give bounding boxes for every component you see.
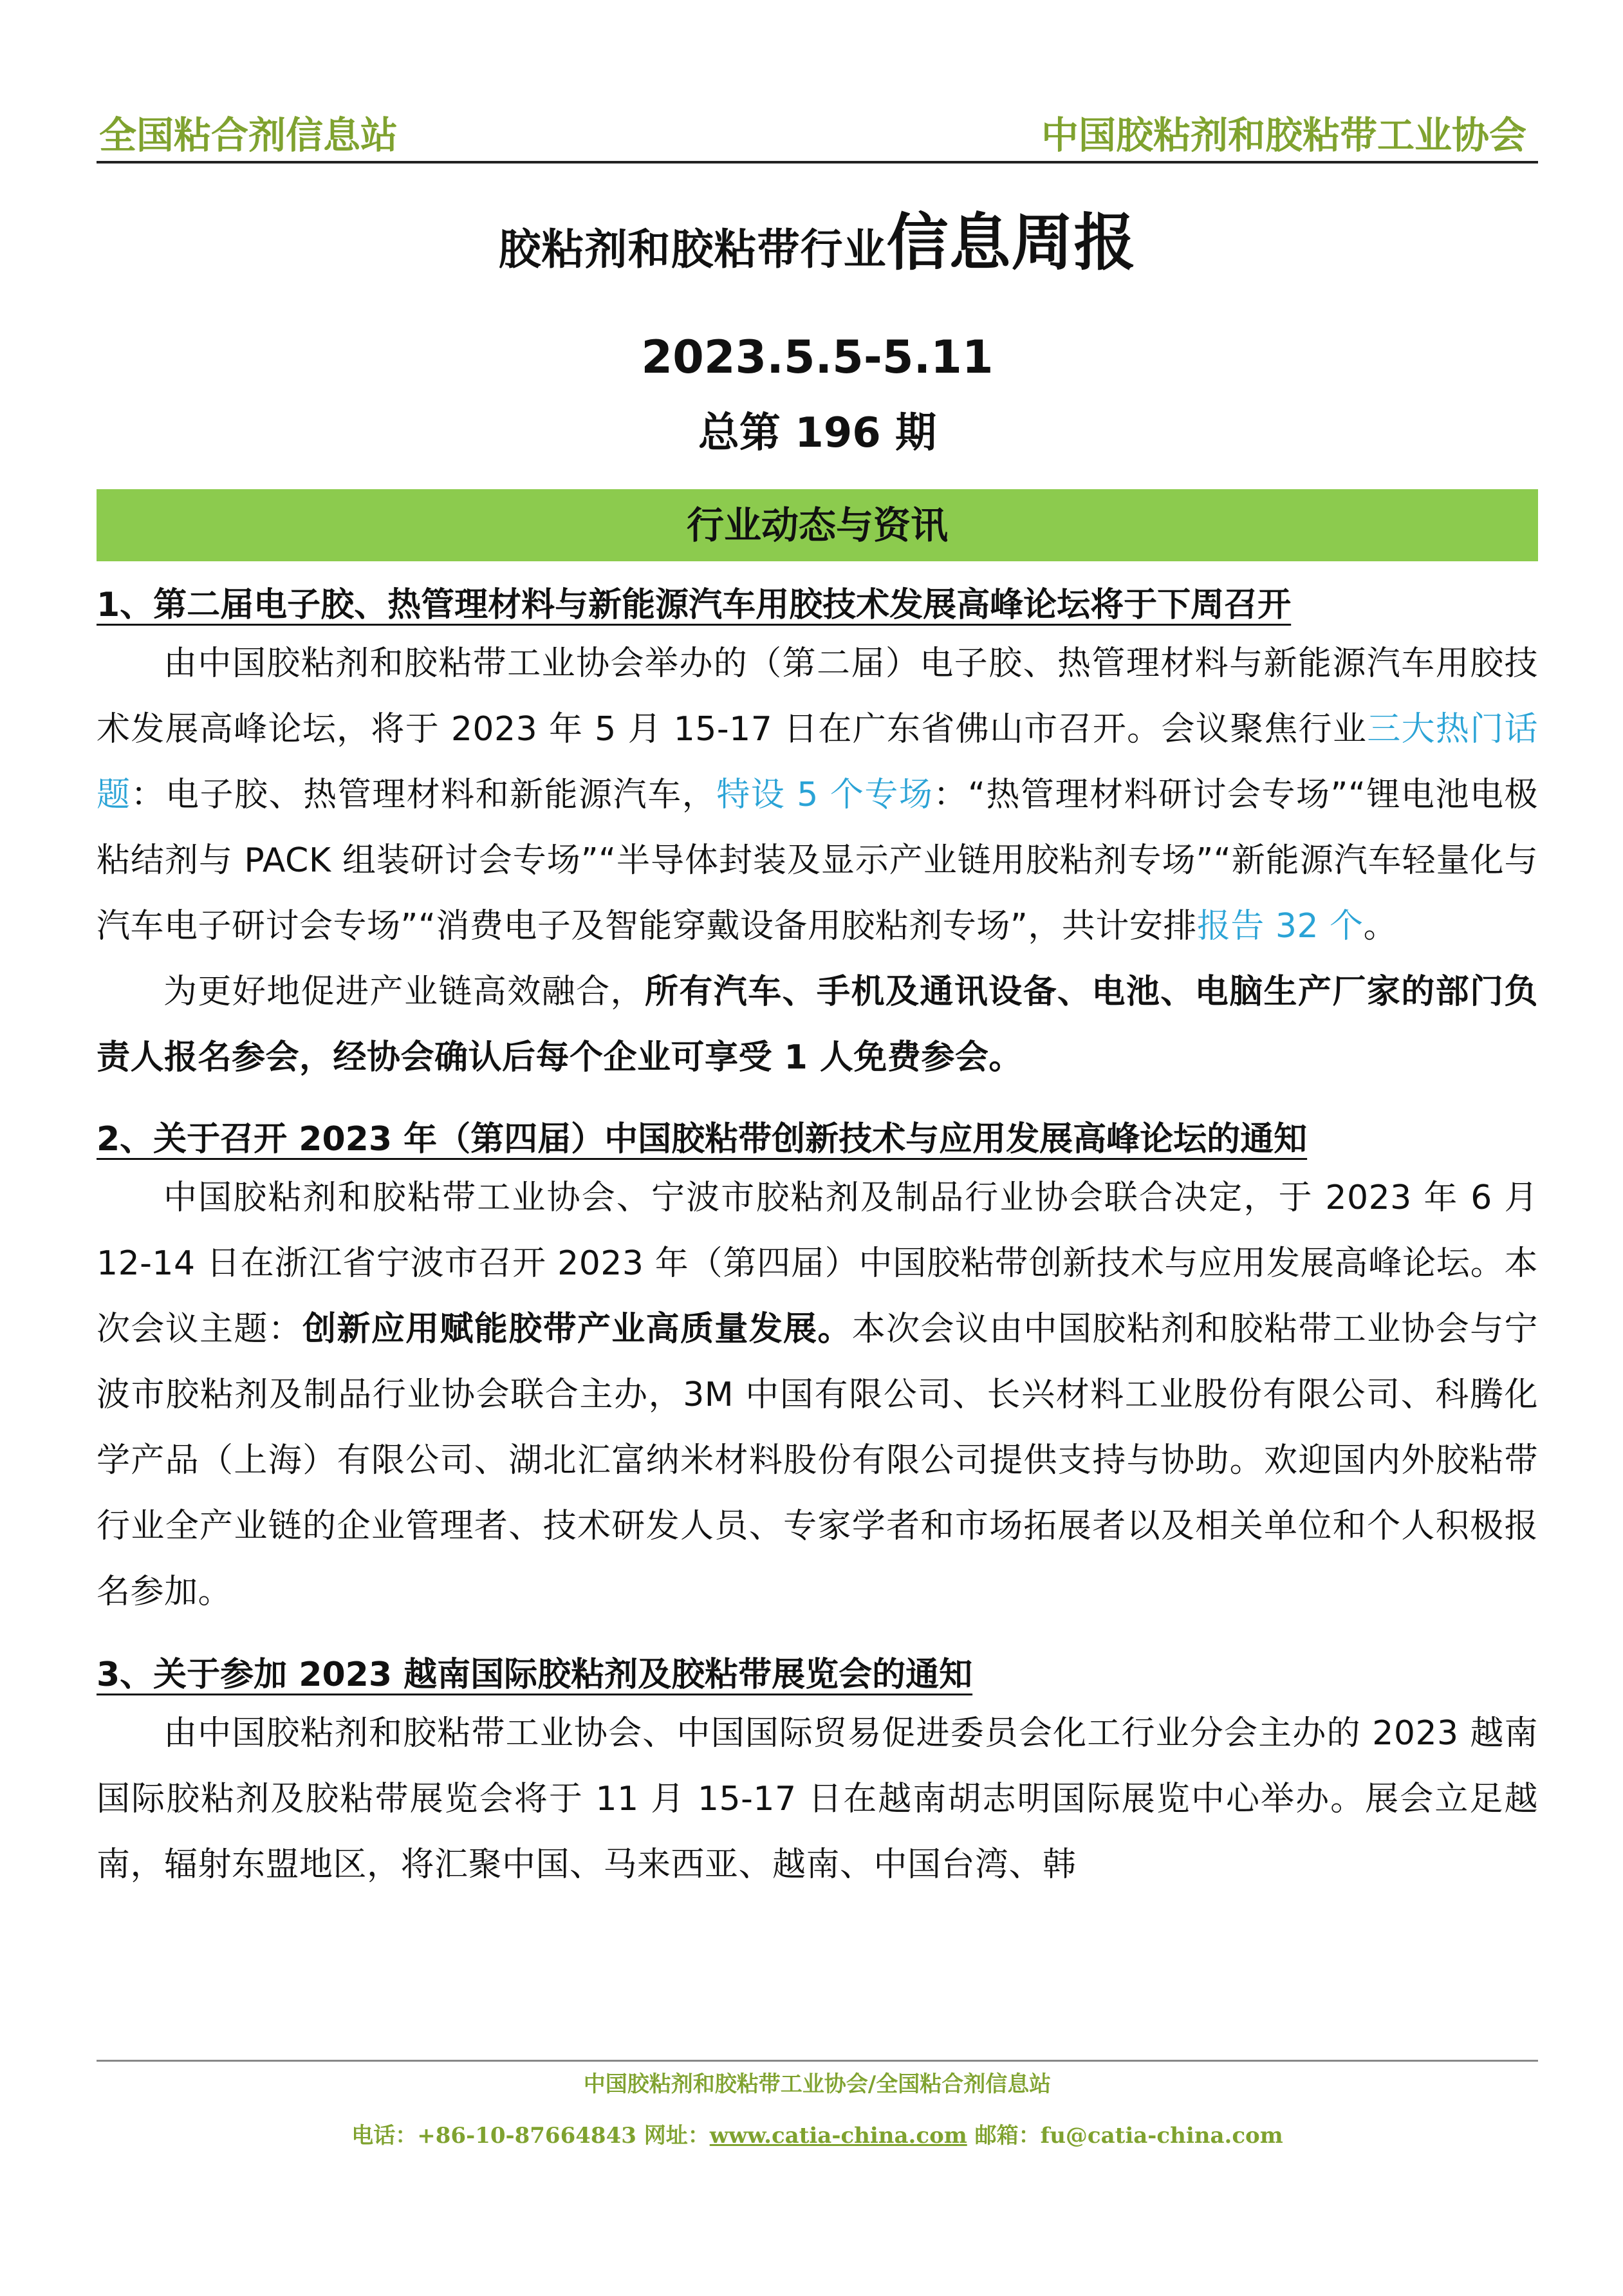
article-1-text-1: 由中国胶粘剂和胶粘带工业协会举办的（第二届）电子胶、热管理材料与新能源汽车用胶技术发展高峰论坛，将于 2023 年 5 月 15-17 日在广东省佛山市召开。会议聚焦行业: [97, 644, 1538, 749]
footer-divider: [97, 2060, 1538, 2062]
footer-tel-label: 电话：: [351, 2123, 418, 2149]
article-2-paragraph-1: [97, 1165, 1538, 1625]
footer-email[interactable]: fu@catia-china.com: [1040, 2123, 1283, 2149]
page-header: [97, 109, 1538, 163]
article-1-p2-bold: 所有汽车、手机及通讯设备、电池、电脑生产厂家的部门负责人报名参会，经协会确认后每个企业可享受 1 人免费参会。: [97, 973, 1538, 1077]
article-1-text-2: ：电子胶、热管理材料和新能源汽车，: [131, 776, 717, 814]
header-right-association-name: 中国胶粘剂和胶粘带工业协会: [1041, 113, 1526, 157]
article-1-paragraph-2: [97, 959, 1538, 1090]
date-range: 2023.5.5-5.11: [641, 331, 994, 384]
footer-contact-line: [97, 2118, 1538, 2154]
article-1-link-special-sessions[interactable]: 特设 5 个专场: [716, 776, 934, 814]
article-1-paragraph-1: [97, 631, 1538, 959]
section-banner: 行业动态与资讯: [97, 489, 1538, 561]
article-2-bold-theme: 创新应用赋能胶带产业高质量发展。: [302, 1310, 852, 1349]
footer-org-line: 中国胶粘剂和胶粘带工业协会/全国粘合剂信息站: [583, 2071, 1052, 2097]
article-3-heading: 3、关于参加 2023 越南国际胶粘剂及胶粘带展览会的通知: [97, 1656, 973, 1694]
article-1-heading: 1、第二届电子胶、热管理材料与新能源汽车用胶技术发展高峰论坛将于下周召开: [97, 586, 1292, 624]
footer-email-label: 邮箱：: [967, 2123, 1041, 2149]
article-1-text-3: ：“热管理材料研讨会专场”“锂电池电极粘结剂与 PACK 组装研讨会专场”“半导体封装及显示产业链用胶粘剂专场”“新能源汽车轻量化与汽车电子研讨会专场”“消费电子及智能穿戴设备用胶粘剂专场”，共计安排: [97, 776, 1538, 946]
article-3-text-1: 由中国胶粘剂和胶粘带工业协会、中国国际贸易促进委员会化工行业分会主办的 2023 越南国际胶粘剂及胶粘带展览会将于 11 月 15-17 日在越南胡志明国际展览中心举办。展会立足越南，辐射东盟地区，将汇聚中国、马来西亚、越南、中国台湾、韩: [97, 1714, 1538, 1884]
article-1-p2-text: 为更好地促进产业链高效融合，: [163, 973, 645, 1011]
page: [97, 109, 1538, 1898]
footer-tel: +86-10-87664843: [417, 2123, 636, 2149]
article-2-text-1: 中国胶粘剂和胶粘带工业协会、宁波市胶粘剂及制品行业协会联合决定，于 2023 年 6 月 12-14 日在浙江省宁波市召开 2023 年（第四届）中国胶粘带创新技术与应用发展高峰论坛。本次会议主题：: [97, 1179, 1538, 1349]
article-2-heading: 2、关于召开 2023 年（第四届）中国胶粘带创新技术与应用发展高峰论坛的通知: [97, 1120, 1308, 1159]
footer-website-link[interactable]: www.catia-china.com: [709, 2123, 967, 2149]
title-part2: 信息周报: [886, 207, 1136, 279]
article-1-link-hot-topics[interactable]: 三大热门话题: [97, 710, 1538, 814]
header-left-site-name: 全国粘合剂信息站: [99, 113, 398, 157]
article-2-text-2: 本次会议由中国胶粘剂和胶粘带工业协会与宁波市胶粘剂及制品行业协会联合主办，3M 中国有限公司、长兴材料工业股份有限公司、科腾化学产品（上海）有限公司、湖北汇富纳米材料股份有限公司提供支持与协助。欢迎国内外胶粘带行业全产业链的企业管理者、技术研发人员、专家学者和市场拓展者以及相关单位和个人积极报名参加。: [97, 1310, 1538, 1611]
issue-number: 总第 196 期: [698, 409, 937, 457]
article-1-text-4: 。: [1363, 907, 1398, 946]
article-1-link-reports[interactable]: 报告 32 个: [1196, 907, 1364, 946]
footer-web-label: 网址：: [636, 2123, 710, 2149]
article-3-paragraph-1: [97, 1701, 1538, 1898]
title-part1: 胶粘剂和胶粘带行业: [498, 225, 887, 274]
page-title: [97, 201, 1538, 303]
